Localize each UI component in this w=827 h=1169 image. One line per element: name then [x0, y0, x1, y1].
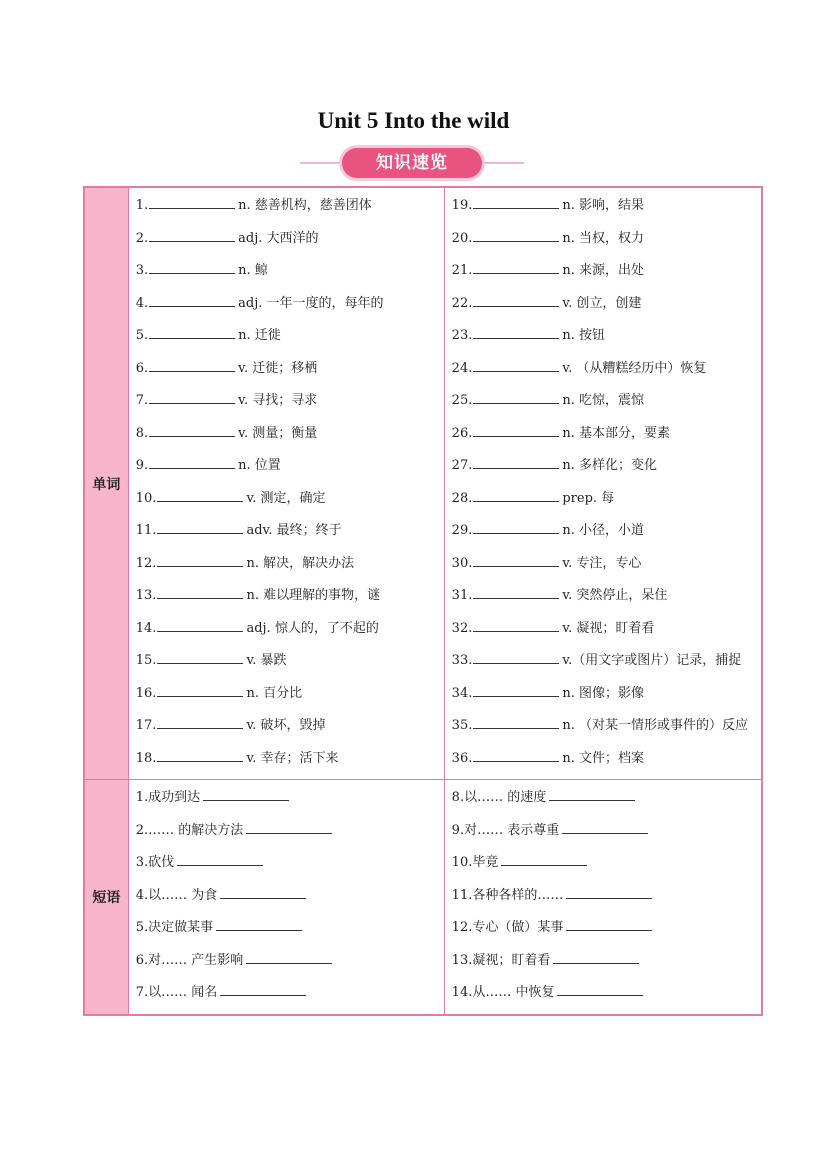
word-number: 19.	[451, 198, 473, 213]
word-item	[452, 255, 757, 288]
phrase-text: 9.对…… 表示尊重	[451, 822, 560, 838]
word-number: 3.	[135, 263, 149, 278]
phrase-text: 3.砍伐	[135, 855, 175, 870]
answer-blank[interactable]	[473, 424, 559, 437]
answer-blank[interactable]	[203, 788, 289, 801]
answer-blank[interactable]	[562, 821, 648, 834]
word-definition: n. 迁徙	[238, 328, 281, 343]
word-item	[136, 190, 440, 223]
word-number: 20.	[451, 230, 473, 246]
word-definition: prep. 每	[562, 490, 615, 506]
word-item	[452, 385, 757, 418]
word-item	[136, 353, 440, 386]
word-number: 10.	[135, 490, 157, 506]
answer-blank[interactable]	[473, 749, 559, 762]
word-item	[136, 678, 440, 711]
words-left-column	[128, 187, 444, 780]
word-item	[136, 710, 440, 743]
word-number: 36.	[451, 750, 473, 766]
word-definition: adj. 惊人的，了不起的	[246, 620, 379, 636]
word-number: 8.	[135, 425, 149, 441]
phrase-text: 2.…… 的解决方法	[135, 822, 244, 838]
word-definition: v. 创立，创建	[562, 295, 642, 311]
answer-blank[interactable]	[246, 951, 332, 964]
answer-blank[interactable]	[216, 918, 302, 931]
answer-blank[interactable]	[149, 456, 235, 469]
phrase-text: 1.成功到达	[135, 790, 201, 805]
word-definition: n. 难以理解的事物，谜	[246, 588, 381, 603]
phrase-text: 6.对…… 产生影响	[135, 952, 244, 968]
word-number: 25.	[451, 393, 473, 408]
word-number: 15.	[135, 653, 157, 668]
word-item	[452, 450, 757, 483]
phrase-text: 4.以…… 为食	[135, 887, 218, 903]
word-item	[452, 678, 757, 711]
word-number: 23.	[451, 328, 473, 343]
word-item	[452, 190, 757, 223]
word-number: 22.	[451, 295, 473, 311]
words-label: 单词	[84, 187, 128, 780]
word-item	[136, 645, 440, 678]
word-item	[452, 223, 757, 256]
word-number: 9.	[135, 458, 149, 473]
word-item	[136, 515, 440, 548]
page-title: Unit 5 Into the wild	[317, 108, 510, 133]
answer-blank[interactable]	[557, 983, 643, 996]
answer-blank[interactable]	[473, 391, 559, 404]
answer-blank[interactable]	[220, 983, 306, 996]
word-definition: n. 位置	[238, 458, 281, 473]
word-item	[452, 353, 757, 386]
phrase-item	[452, 880, 757, 913]
word-item	[136, 580, 440, 613]
word-item	[136, 613, 440, 646]
phrase-text: 5.决定做某事	[135, 920, 214, 935]
section-banner	[300, 146, 524, 180]
word-number: 32.	[451, 620, 473, 636]
answer-blank[interactable]	[473, 619, 559, 632]
word-number: 21.	[451, 263, 473, 278]
word-item	[136, 450, 440, 483]
answer-blank[interactable]	[157, 749, 243, 762]
answer-blank[interactable]	[157, 489, 243, 502]
word-definition: adv. 最终；终于	[246, 523, 342, 538]
answer-blank[interactable]	[157, 716, 243, 729]
phrase-item	[136, 782, 440, 815]
phrase-item	[136, 977, 440, 1010]
word-number: 6.	[135, 360, 149, 376]
phrase-text: 13.凝视；盯着看	[451, 952, 551, 968]
word-number: 17.	[135, 718, 157, 733]
phrase-item	[136, 847, 440, 880]
word-definition: v. 寻找；寻求	[238, 393, 318, 408]
phrase-item	[452, 782, 757, 815]
word-definition: n. 鲸	[238, 263, 268, 278]
word-definition: n. 按钮	[562, 328, 605, 343]
banner-right-line	[478, 162, 524, 164]
answer-blank[interactable]	[149, 196, 235, 209]
answer-blank[interactable]	[473, 651, 559, 664]
phrase-item	[452, 945, 757, 978]
answer-blank[interactable]	[473, 359, 559, 372]
phrase-item	[452, 815, 757, 848]
phrase-item	[452, 912, 757, 945]
word-number: 14.	[135, 620, 157, 636]
word-number: 33.	[451, 653, 473, 668]
word-item	[136, 548, 440, 581]
word-number: 7.	[135, 393, 149, 408]
answer-blank[interactable]	[549, 788, 635, 801]
word-number: 24.	[451, 360, 473, 376]
phrase-item	[136, 815, 440, 848]
word-item	[136, 385, 440, 418]
word-item	[136, 288, 440, 321]
answer-blank[interactable]	[566, 886, 652, 899]
word-number: 16.	[135, 685, 157, 701]
answer-blank[interactable]	[473, 586, 559, 599]
phrase-text: 12.专心（做）某事	[451, 920, 564, 935]
word-definition: v. 测定，确定	[246, 490, 326, 506]
answer-blank[interactable]	[157, 521, 243, 534]
answer-blank[interactable]	[473, 261, 559, 274]
phrase-text: 7.以…… 闻名	[135, 985, 218, 1000]
word-definition: n. 图像；影像	[562, 685, 644, 701]
phrase-text: 11.各种各样的……	[451, 887, 564, 903]
word-definition: v. （从糟糕经历中）恢复	[562, 360, 707, 376]
word-definition: adj. 大西洋的	[238, 230, 319, 246]
word-item	[452, 483, 757, 516]
answer-blank[interactable]	[149, 359, 235, 372]
word-number: 35.	[451, 718, 473, 733]
word-definition: v. 凝视；盯着看	[562, 620, 655, 636]
word-number: 11.	[135, 523, 157, 538]
answer-blank[interactable]	[553, 951, 639, 964]
word-definition: v.（用文字或图片）记录，捕捉	[562, 653, 742, 668]
phrase-item	[452, 847, 757, 880]
word-number: 27.	[451, 458, 473, 473]
word-item	[136, 418, 440, 451]
word-definition: adj. 一年一度的，每年的	[238, 295, 384, 311]
phrases-right-column	[444, 780, 762, 1015]
word-item	[136, 320, 440, 353]
word-item	[452, 320, 757, 353]
phrases-left-column	[128, 780, 444, 1015]
word-item	[136, 255, 440, 288]
word-definition: n. 影响，结果	[562, 198, 644, 213]
answer-blank[interactable]	[157, 684, 243, 697]
word-number: 1.	[135, 198, 149, 213]
word-definition: n. 解决，解决办法	[246, 555, 355, 571]
answer-blank[interactable]	[473, 521, 559, 534]
vocabulary-table	[83, 186, 763, 1016]
word-item	[452, 288, 757, 321]
word-definition: v. 测量；衡量	[238, 425, 318, 441]
word-item	[136, 483, 440, 516]
word-definition: n. 多样化；变化	[562, 458, 657, 473]
word-item	[452, 418, 757, 451]
phrase-text: 10.毕竟	[451, 855, 499, 870]
answer-blank[interactable]	[220, 886, 306, 899]
answer-blank[interactable]	[501, 853, 587, 866]
phrase-text: 14.从…… 中恢复	[451, 985, 555, 1000]
word-number: 29.	[451, 523, 473, 538]
answer-blank[interactable]	[473, 196, 559, 209]
phrases-section	[84, 780, 762, 1015]
answer-blank[interactable]	[473, 716, 559, 729]
word-definition: v. 迁徙；移栖	[238, 360, 318, 376]
answer-blank[interactable]	[149, 391, 235, 404]
phrase-item	[452, 977, 757, 1010]
word-number: 12.	[135, 555, 157, 571]
word-item	[136, 743, 440, 776]
answer-blank[interactable]	[149, 326, 235, 339]
word-definition: n. 当权，权力	[562, 230, 644, 246]
words-section	[84, 187, 762, 780]
answer-blank[interactable]	[149, 229, 235, 242]
answer-blank[interactable]	[473, 326, 559, 339]
answer-blank[interactable]	[157, 619, 243, 632]
answer-blank[interactable]	[149, 424, 235, 437]
answer-blank[interactable]	[566, 918, 652, 931]
word-number: 28.	[451, 490, 473, 506]
word-definition: n. 小径，小道	[562, 523, 644, 538]
banner-label: 知识速览	[342, 148, 482, 178]
word-definition: n. 文件；档案	[562, 750, 644, 766]
word-number: 13.	[135, 588, 157, 603]
word-definition: v. 突然停止，呆住	[562, 588, 668, 603]
word-item	[452, 580, 757, 613]
word-item	[452, 613, 757, 646]
answer-blank[interactable]	[157, 586, 243, 599]
word-number: 2.	[135, 230, 149, 246]
answer-blank[interactable]	[157, 651, 243, 664]
answer-blank[interactable]	[149, 294, 235, 307]
word-number: 18.	[135, 750, 157, 766]
phrase-item	[136, 945, 440, 978]
phrase-item	[136, 880, 440, 913]
answer-blank[interactable]	[473, 684, 559, 697]
word-number: 30.	[451, 555, 473, 571]
answer-blank[interactable]	[149, 261, 235, 274]
word-item	[136, 223, 440, 256]
word-definition: v. 暴跌	[246, 653, 287, 668]
answer-blank[interactable]	[473, 294, 559, 307]
answer-blank[interactable]	[177, 853, 263, 866]
word-item	[452, 515, 757, 548]
word-definition: n. 慈善机构，慈善团体	[238, 198, 372, 213]
phrase-text: 8.以…… 的速度	[451, 790, 547, 805]
answer-blank[interactable]	[473, 554, 559, 567]
word-definition: n. 来源，出处	[562, 263, 644, 278]
word-definition: n. 基本部分，要素	[562, 425, 670, 441]
answer-blank[interactable]	[473, 489, 559, 502]
answer-blank[interactable]	[473, 456, 559, 469]
word-item	[452, 548, 757, 581]
word-definition: v. 专注，专心	[562, 555, 642, 571]
word-item	[452, 743, 757, 776]
word-number: 4.	[135, 295, 149, 311]
answer-blank[interactable]	[473, 229, 559, 242]
word-number: 34.	[451, 685, 473, 701]
word-definition: n. 吃惊，震惊	[562, 393, 644, 408]
phrase-item	[136, 912, 440, 945]
word-definition: n. 百分比	[246, 685, 303, 701]
answer-blank[interactable]	[246, 821, 332, 834]
words-right-column	[444, 187, 762, 780]
word-definition: v. 幸存；活下来	[246, 750, 339, 766]
word-number: 31.	[451, 588, 473, 603]
word-number: 26.	[451, 425, 473, 441]
answer-blank[interactable]	[157, 554, 243, 567]
word-item	[452, 710, 757, 743]
phrases-label: 短语	[84, 780, 128, 1015]
word-number: 5.	[135, 328, 149, 343]
word-definition: n. （对某一情形或事件的）反应	[562, 718, 748, 733]
word-item	[452, 645, 757, 678]
word-definition: v. 破坏，毁掉	[246, 718, 326, 733]
